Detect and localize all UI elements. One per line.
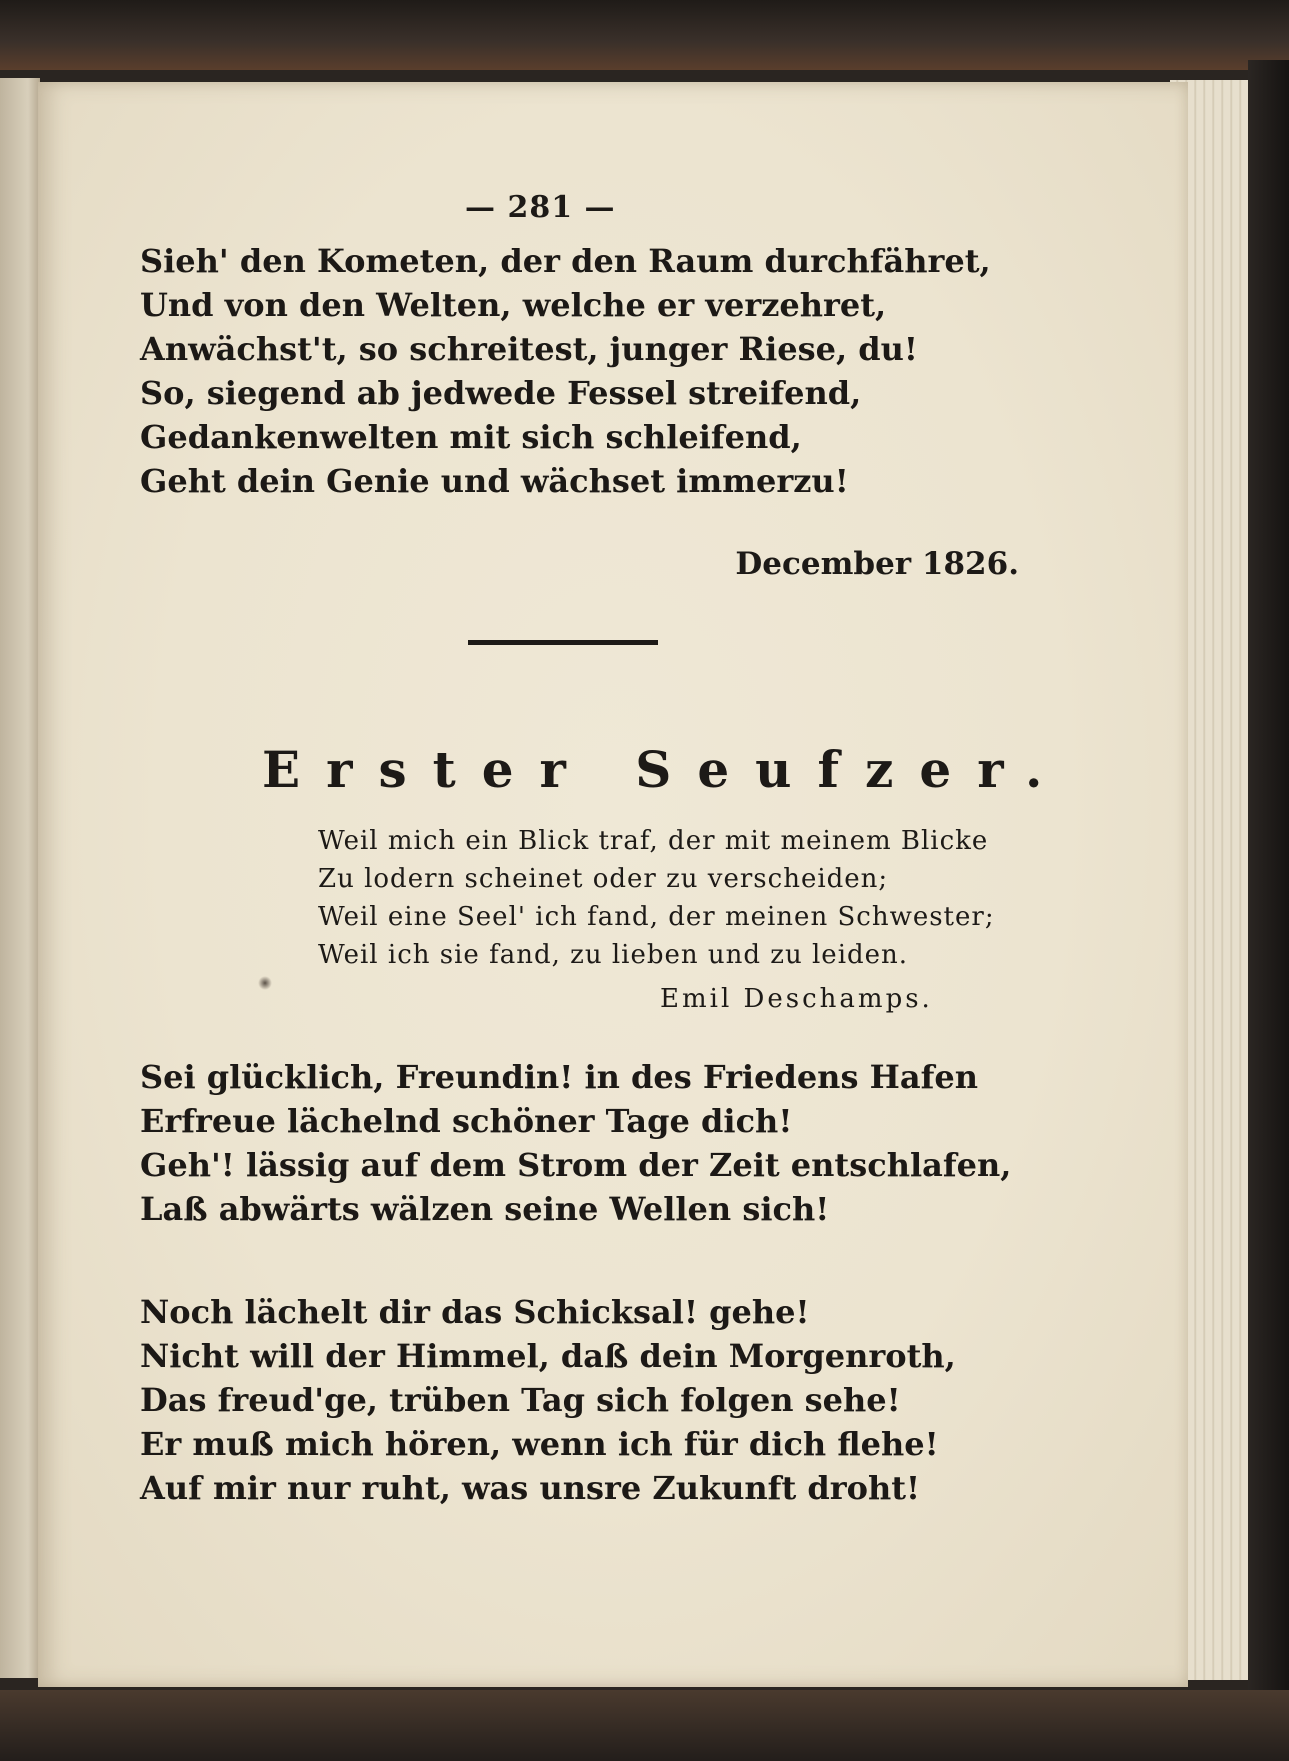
epigraph-line: Weil mich ein Blick traf, der mit meinem Blicke xyxy=(318,826,989,856)
verse-line: Und von den Welten, welche er verzehret, xyxy=(140,286,887,324)
verse-line: Laß abwärts wälzen seine Wellen sich! xyxy=(140,1190,830,1228)
verse-line: Nicht will der Himmel, daß dein Morgenroth, xyxy=(140,1337,956,1375)
book-cover-bottom-edge xyxy=(0,1690,1289,1761)
epigraph-line: Weil eine Seel' ich fand, der meinen Schwester; xyxy=(318,902,995,932)
verse-line: Noch lächelt dir das Schicksal! gehe! xyxy=(140,1293,810,1331)
poem-date: December 1826. xyxy=(735,546,1019,582)
book-cover-right-edge xyxy=(1248,60,1289,1700)
epigraph-line: Weil ich sie fand, zu lieben und zu leiden. xyxy=(318,940,909,970)
section-title: Erster Seufzer. xyxy=(262,740,1069,799)
verse-line: Sei glücklich, Freundin! in des Friedens Hafen xyxy=(140,1058,978,1096)
verse-line: Sieh' den Kometen, der den Raum durchfähret, xyxy=(140,242,991,280)
verse-line: Erfreue lächelnd schöner Tage dich! xyxy=(140,1102,793,1140)
ink-speck xyxy=(258,976,272,990)
verse-line: Geh'! lässig auf dem Strom der Zeit entschlafen, xyxy=(140,1146,1012,1184)
verse-line: Er muß mich hören, wenn ich für dich flehe! xyxy=(140,1425,939,1463)
verse-line: Geht dein Genie und wächset immerzu! xyxy=(140,462,849,500)
verse-line: Anwächst't, so schreitest, junger Riese, du! xyxy=(140,330,918,368)
verse-line: Gedankenwelten mit sich schleifend, xyxy=(140,418,802,456)
verse-line: So, siegend ab jedwede Fessel streifend, xyxy=(140,374,862,412)
verse-line: Auf mir nur ruht, was unsre Zukunft droht! xyxy=(140,1469,921,1507)
book-cover-top-edge xyxy=(0,0,1289,70)
epigraph-author: Emil Deschamps. xyxy=(660,984,933,1014)
stanza-1 xyxy=(140,239,1140,503)
stanza-3 xyxy=(140,1290,1140,1510)
epigraph-line: Zu lodern scheinet oder zu verscheiden; xyxy=(318,864,889,894)
stanza-2 xyxy=(140,1055,1140,1231)
page-number: — 281 — xyxy=(465,190,616,225)
verse-line: Das freud'ge, trüben Tag sich folgen sehe! xyxy=(140,1381,901,1419)
epigraph xyxy=(318,822,995,974)
left-page-edge xyxy=(0,78,40,1678)
section-divider xyxy=(468,640,658,645)
